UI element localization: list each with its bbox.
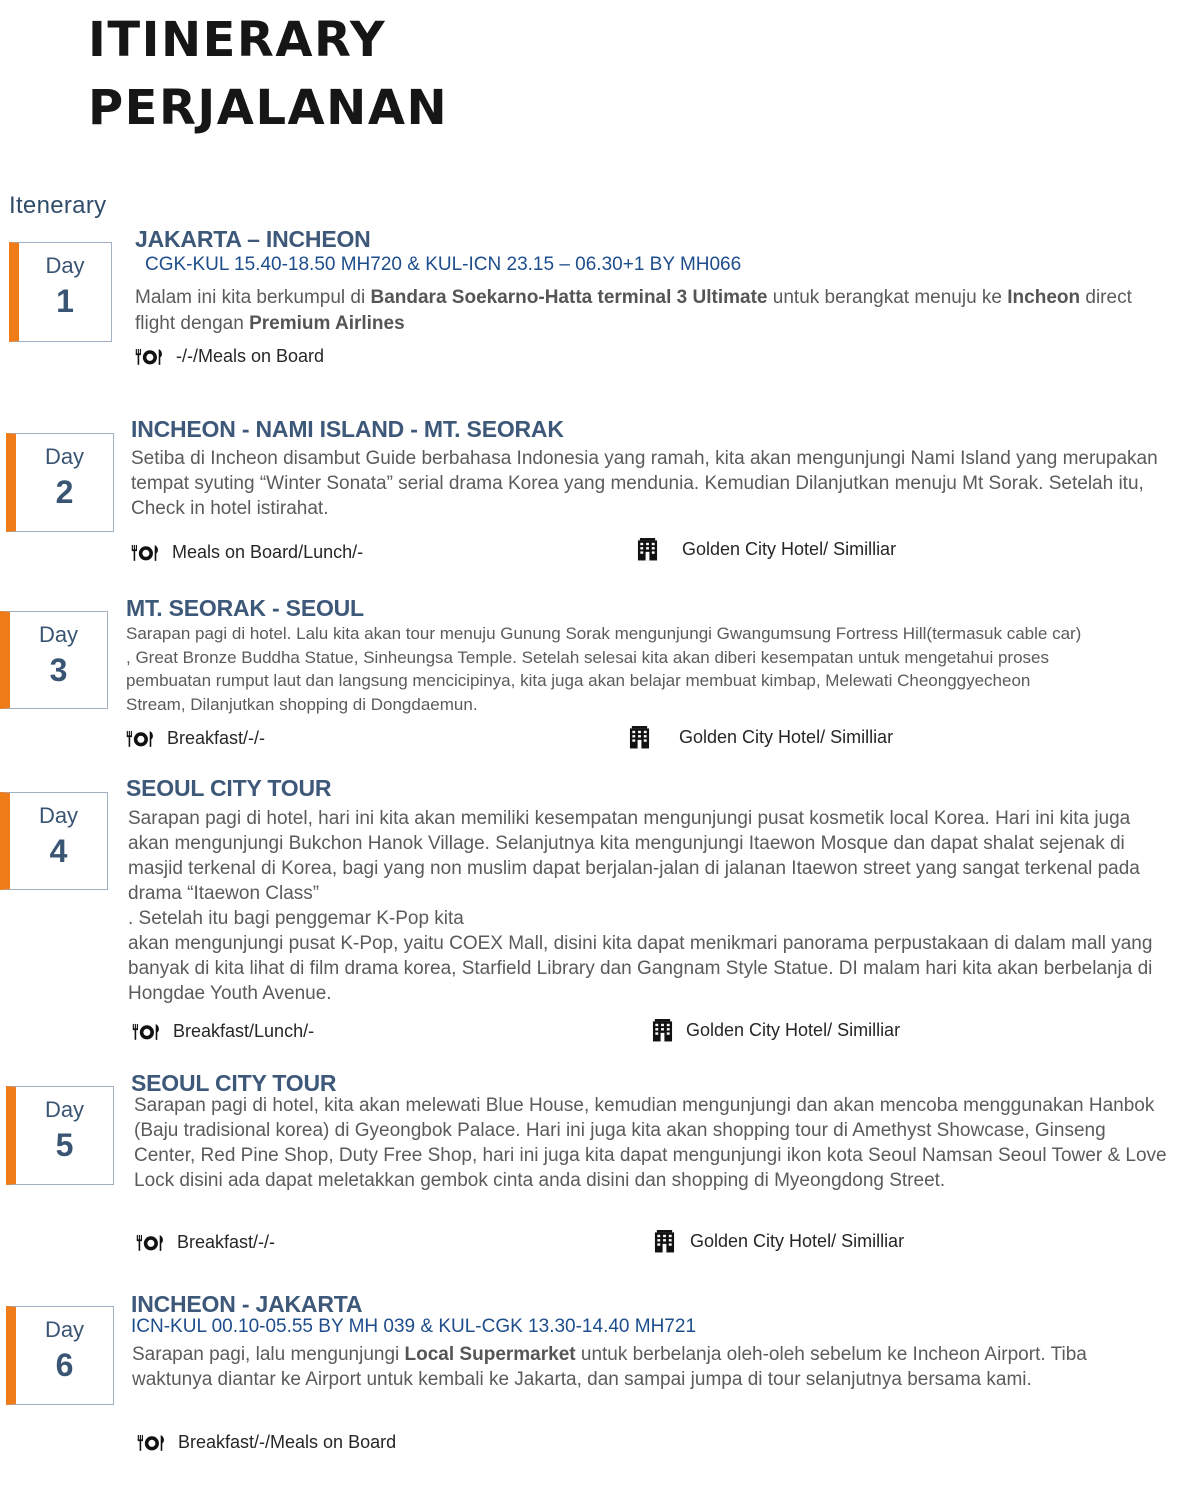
meal-text: Meals on Board/Lunch/- [172, 541, 364, 562]
day-6-description: Sarapan pagi, lalu mengunjungi Local Supermarket untuk berbelanja oleh-oleh sebelum ke Incheon Airport. Tiba waktunya diantar ke Airport untuk kembali ke Jakarta, dan sampai jumpa di tour selanjutnya bersama kami. [132, 1344, 1087, 1390]
day-1-badge [9, 242, 112, 342]
meal-text: -/-/Meals on Board [176, 345, 325, 366]
day-1-title: JAKARTA – INCHEON [135, 226, 371, 252]
day-6-meals [136, 1431, 396, 1453]
day-3-hotel [629, 725, 893, 749]
day-6-flight-info: ICN-KUL 00.10-05.55 BY MH 039 & KUL-CGK 13.30-14.40 MH721 [131, 1316, 697, 1337]
day-1-description: Malam ini kita berkumpul di Bandara Soekarno-Hatta terminal 3 Ultimate untuk berangkat menuju ke Incheon direct flight dengan Premium Airlines [135, 287, 1132, 334]
hotel-text: Golden City Hotel/ Similliar [679, 726, 894, 747]
building-icon [652, 1018, 673, 1042]
meal-icon [130, 541, 160, 563]
day-label: Day [44, 444, 85, 469]
section-subtitle: Itenerary [9, 192, 107, 219]
day-3-badge [0, 611, 108, 709]
day-1-flight-info: CGK-KUL 15.40-18.50 MH720 & KUL-ICN 23.15 – 06.30+1 BY MH066 [145, 254, 742, 275]
day-5-title: SEOUL CITY TOUR [131, 1070, 337, 1096]
day-number: 2 [55, 474, 74, 510]
day-2-badge [6, 433, 114, 532]
day-2-description: Setiba di Incheon disambut Guide berbahasa Indonesia yang ramah, kita akan mengunjungi Nami Island yang merupakan tempat syuting “Winter Sonata” serial drama Korea yang mendunia. Kemudian Dilanjutkan menuju Mt Sorak. Setelah itu, Check in hotel istirahat. [131, 448, 1158, 519]
day-3-meals [125, 727, 265, 749]
day-4-hotel [652, 1018, 900, 1042]
meal-text: Breakfast/Lunch/- [173, 1020, 315, 1041]
day-4-paragraph-1: Sarapan pagi di hotel, hari ini kita akan memiliki kesempatan mengunjungi pusat kosmetik local Korea. Hari ini kita juga akan mengunjungi Bukchon Hanok Village. Selanjutnya kita mengunjungi Itaewon Mosque dan dapat shalat sejenak di masjid terkenal di Korea, bagi yang non muslim dapat berjalan-jalan di jalanan Itaewon street yang sangat terkenal pada drama “Itaewon Class” [128, 808, 1140, 904]
meal-text: Breakfast/-/Meals on Board [178, 1431, 397, 1452]
day-4-meals [131, 1020, 314, 1042]
day-3-title: MT. SEORAK - SEOUL [126, 595, 364, 621]
day-3-description: Sarapan pagi di hotel. Lalu kita akan tour menuju Gunung Sorak mengunjungi Gwangumsung Fortress Hill(termasuk cable car) , Great Bronze Buddha Statue, Sinheungsa Temple. Setelah selesai kita akan diberi kesempatan untuk mengetahui proses pembuatan rumput laut dan langsung mencicipinya, kita juga akan belajar membuat kimbap, Melewati Cheonggyecheon Stream, Dilanjutkan shopping di Dongdaemun. [126, 624, 1082, 714]
page-title [88, 6, 448, 142]
building-icon [637, 537, 658, 561]
day-4-title: SEOUL CITY TOUR [126, 775, 332, 801]
building-icon [629, 725, 650, 749]
day-label: Day [38, 622, 79, 647]
day-4-paragraph-2: . Setelah itu bagi penggemar K-Pop kita [128, 908, 464, 929]
day-5-badge [6, 1086, 114, 1185]
day-label: Day [44, 1317, 85, 1342]
day-4-badge [0, 792, 108, 890]
meal-icon [136, 1431, 166, 1453]
title-line-1: ITINERARY [88, 12, 387, 68]
meal-icon [135, 1231, 165, 1253]
meal-text: Breakfast/-/- [167, 727, 266, 748]
day-6-badge [6, 1306, 114, 1405]
day-5-meals [135, 1231, 275, 1253]
day-number: 6 [55, 1347, 74, 1383]
day-6-title: INCHEON - JAKARTA [131, 1291, 363, 1317]
hotel-text: Golden City Hotel/ Similliar [682, 538, 897, 559]
day-number: 4 [49, 833, 68, 869]
meal-icon [125, 727, 155, 749]
meal-icon [131, 1020, 161, 1042]
building-icon [654, 1229, 675, 1253]
day-label: Day [44, 1097, 85, 1122]
day-number: 5 [55, 1127, 74, 1163]
day-number: 3 [49, 652, 68, 688]
day-1-meals [134, 345, 324, 367]
day-4-description [128, 806, 1158, 1006]
title-line-2: PERJALANAN [88, 80, 449, 136]
meal-icon [134, 345, 164, 367]
day-4-paragraph-3: akan mengunjungi pusat K-Pop, yaitu COEX Mall, disini kita dapat menikmari panorama perpustakaan di dalam mall yang banyak di kita lihat di film drama korea, Starfield Library dan Gangnam Style Statue. DI malam hari kita akan berbelanja di Hongdae Youth Avenue. [128, 933, 1153, 1004]
day-label: Day [38, 803, 79, 828]
day-2-hotel [637, 537, 896, 561]
day-5-description: Sarapan pagi di hotel, kita akan melewati Blue House, kemudian mengunjungi dan akan mencoba menggunakan Hanbok (Baju tradisional korea) di Gyeongbok Palace. Hari ini juga kita akan shopping tour di Amethyst Showcase, Ginseng Center, Red Pine Shop, Duty Free Shop, hari ini juga kita dapat mengunjungi ikon kota Seoul Namsan Seoul Tower & Love Lock disini ada dapat meletakkan gembok cinta anda disini dan shopping di Myeongdong Street. [134, 1095, 1167, 1191]
meal-text: Breakfast/-/- [177, 1231, 276, 1252]
hotel-text: Golden City Hotel/ Similliar [690, 1230, 905, 1251]
day-2-title: INCHEON - NAMI ISLAND - MT. SEORAK [131, 416, 564, 442]
day-2-meals [130, 541, 363, 563]
day-5-hotel [654, 1229, 904, 1253]
hotel-text: Golden City Hotel/ Similliar [686, 1019, 901, 1040]
day-label: Day [45, 253, 85, 278]
day-number: 1 [56, 283, 74, 319]
